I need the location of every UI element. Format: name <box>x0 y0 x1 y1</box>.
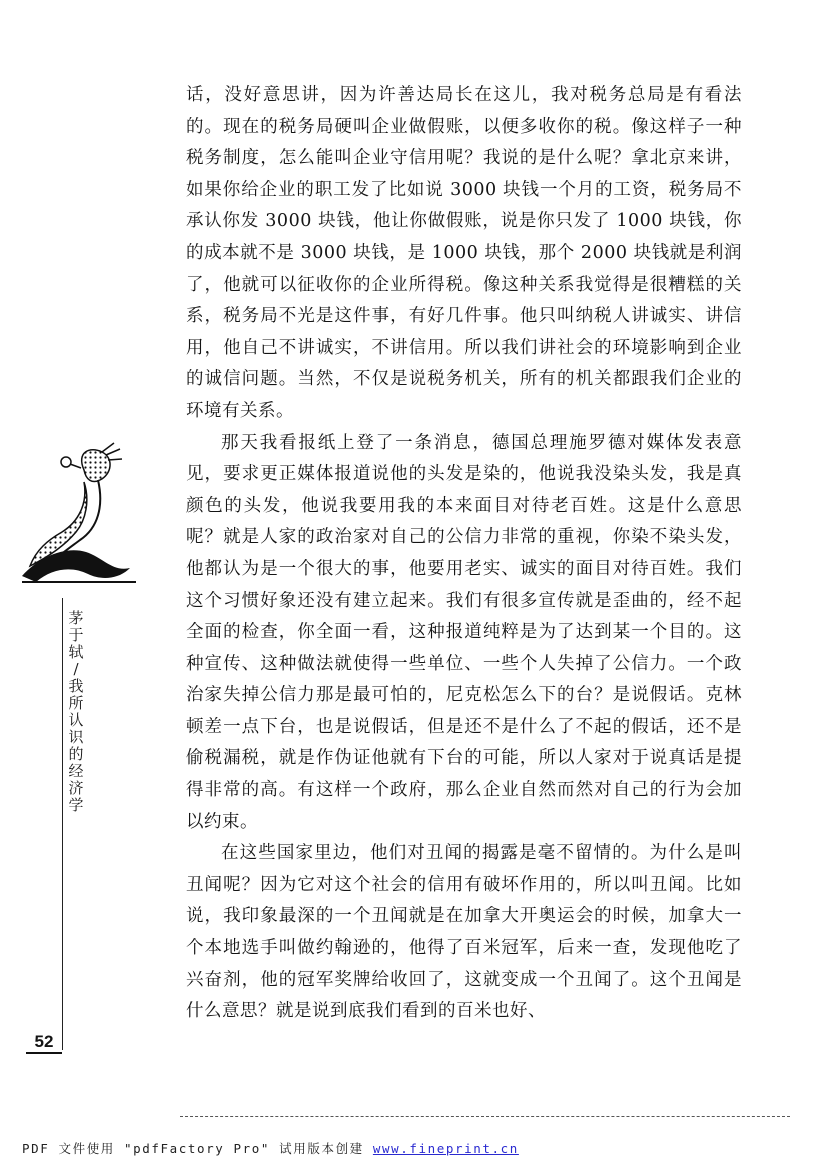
paragraph: 那天我看报纸上登了一条消息，德国总理施罗德对媒体发表意见，要求更正媒体报道说他的头发是染的，他说我没染头发，我是真颜色的头发，他说我要用我的本来面目对待老百姓。这是什么意思呢？就是人家的政治家对自己的公信力非常的重视，你染不染头发，他都认为是一个很大的事，他要用老实、诚实的面目对待百姓。我们这个习惯好象还没有建立起来。我们有很多宣传就是歪曲的，经不起全面的检查，你全面一看，这种报道纯粹是为了达到某一个目的。这种宣传、这种做法就使得一些单位、一些个人失掉了公信力。一个政治家失掉公信力那是最可怕的，尼克松怎么下的台？是说假话。克林顿差一点下台，也是说假话，但是还不是什么了不起的假话，还不是偷税漏税，就是作伪证他就有下台的可能，所以人家对于说真话是提得非常的高。有这样一个政府，那么企业自然而然对自己的行为会加以约束。 <box>186 432 742 832</box>
ornamental-bird-icon <box>18 440 143 585</box>
footer-text: PDF 文件使用 "pdfFactory Pro" 试用版本创建 <box>22 1141 373 1156</box>
body-text <box>186 80 742 1028</box>
page-number: 52 <box>26 1032 62 1054</box>
paragraph: 话，没好意思讲，因为许善达局长在这儿，我对税务总局是有看法的。现在的税务局硬叫企业做假账，以便多收你的税。像这样子一种税务制度，怎么能叫企业守信用呢？我说的是什么呢？拿北京来讲，如果你给企业的职工发了比如说 3000 块钱一个月的工资，税务局不承认你发 3000 块钱，他让你做假账，说是你只发了 1000 块钱，你的成本就不是 3000 块钱，是 1000 块钱，那个 2000 块钱就是利润了，他就可以征收你的企业所得税。像这种关系我觉得是很糟糕的关系，税务局不光是这件事，有好几件事。他只叫纳税人讲诚实、讲信用，他自己不讲诚实，不讲信用。所以我们讲社会的环境影响到企业的诚信问题。当然，不仅是说税务机关，所有的机关都跟我们企业的环境有关系。 <box>186 85 742 421</box>
footer-link[interactable]: www.fineprint.cn <box>372 1141 519 1156</box>
paragraph: 在这些国家里边，他们对丑闻的揭露是毫不留情的。为什么是叫丑闻呢？因为它对这个社会的信用有破坏作用的，所以叫丑闻。比如说，我印象最深的一个丑闻就是在加拿大开奥运会的时候，加拿大一个本地选手叫做约翰逊的，他得了百米冠军，后来一查，发现他吃了兴奋剂，他的冠军奖牌给收回了，这就变成一个丑闻了。这个丑闻是什么意思？就是说到底我们看到的百米也好、 <box>186 843 742 1022</box>
sidebar-rule <box>62 598 63 1050</box>
bottom-rule <box>180 1116 790 1117</box>
running-title: 茅 于 轼 / 我 所 认 识 的 经 济 学 <box>68 609 84 814</box>
footer <box>22 1139 519 1157</box>
